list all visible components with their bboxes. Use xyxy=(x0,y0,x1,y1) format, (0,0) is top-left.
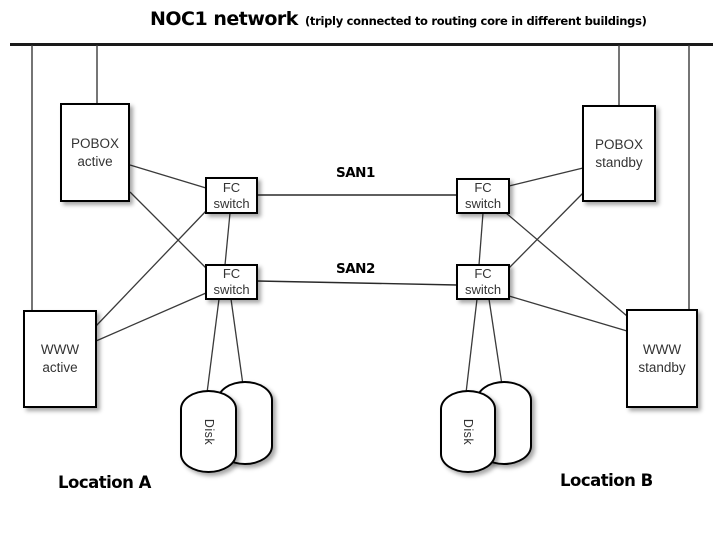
node-label: FC xyxy=(474,266,492,282)
diagram-title-main: NOC1 network xyxy=(150,8,298,30)
fc2-to-disk-front xyxy=(207,299,219,393)
node-label: active xyxy=(77,153,113,169)
fc4-to-disk-front xyxy=(466,299,477,393)
node-label: switch xyxy=(213,195,250,211)
san2-label: SAN2 xyxy=(336,261,375,277)
disk-cylinder-front-a xyxy=(180,390,237,473)
node-label: switch xyxy=(464,282,502,297)
fc1-to-fc2 xyxy=(225,213,230,265)
location-a-label: Location A xyxy=(58,473,151,492)
fc4-to-pobox-standby xyxy=(509,193,583,268)
node-label: switch xyxy=(464,196,502,211)
node-pobox-standby xyxy=(582,105,656,202)
fc3-to-pobox-standby xyxy=(509,168,583,186)
san2-link xyxy=(257,281,457,285)
node-www-active xyxy=(23,310,97,408)
disk-label: Disk xyxy=(461,418,475,445)
disk-cylinder-front-b xyxy=(440,390,496,473)
node-fc-switch-a1 xyxy=(205,177,258,214)
node-fc-switch-b2 xyxy=(456,264,510,300)
node-www-standby xyxy=(626,309,698,408)
node-fc-switch-b1 xyxy=(456,178,510,214)
san1-label: SAN1 xyxy=(336,165,375,181)
node-label: POBOX xyxy=(594,136,643,152)
node-label: standby xyxy=(595,154,643,170)
node-label: active xyxy=(42,360,78,375)
fc3-to-fc4 xyxy=(479,213,483,265)
node-label: FC xyxy=(222,266,241,282)
pobox-active-to-fc2 xyxy=(130,192,206,268)
location-b-label: Location B xyxy=(560,471,653,490)
node-label: POBOX xyxy=(70,135,119,151)
node-label: WWW xyxy=(40,342,80,358)
disk-label: Disk xyxy=(201,418,216,445)
pobox-active-to-fc1 xyxy=(130,165,206,188)
node-fc-switch-a2 xyxy=(205,264,258,300)
fc2-to-disk-back xyxy=(231,299,243,385)
node-label: FC xyxy=(222,179,241,195)
node-label: standby xyxy=(638,359,686,375)
node-label: switch xyxy=(213,282,250,297)
node-label: WWW xyxy=(642,341,682,357)
fc4-to-disk-back xyxy=(489,299,502,385)
node-label: FC xyxy=(474,180,492,196)
diagram-title-sub: (triply connected to routing core in different buildings) xyxy=(304,14,647,28)
node-pobox-active xyxy=(60,103,130,202)
www-active-to-fc1 xyxy=(96,211,206,326)
www-active-to-fc2 xyxy=(96,293,206,341)
